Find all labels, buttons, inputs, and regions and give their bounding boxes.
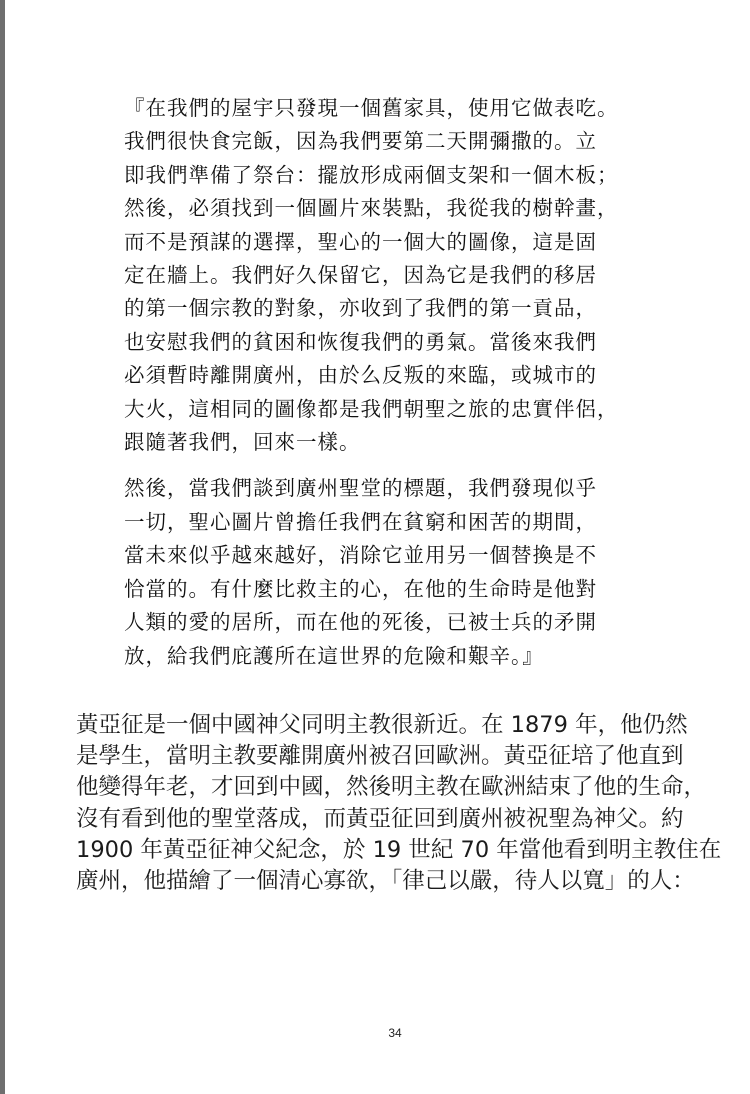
body-line: 1900 年黃亞征神父紀念，於 19 世紀 70 年當他看到明主教住在	[76, 836, 722, 863]
body-line: 沒有看到他的聖堂落成，而黃亞征回到廣州被祝聖為神父。約	[76, 805, 684, 832]
quote-line: 然後，當我們談到廣州聖堂的標題，我們發現似乎	[124, 476, 597, 501]
body-line: 他變得年老，才回到中國，然後明主教在歐洲結束了他的生命，	[76, 774, 707, 801]
quote-line: 我們很快食完飯，因為我們要第二天開彌撒的。立	[124, 129, 597, 154]
quote-line: 的第一個宗教的對象，亦收到了我們的第一貢品，	[124, 296, 597, 321]
body-line: 廣州，他描繪了一個清心寡欲，「律己以嚴，待人以寬」的人：	[76, 868, 695, 895]
quote-line: 必須暫時離開廣州，由於么反叛的來臨，或城市的	[124, 363, 597, 388]
quote-line: 放，給我們庇護所在這世界的危險和艱辛。』	[124, 643, 544, 668]
quote-line: 恰當的。有什麼比救主的心，在他的生命時是他對	[124, 576, 597, 601]
quote-line: 跟隨著我們，回來一樣。	[124, 430, 361, 455]
quote-line: 也安慰我們的貧困和恢復我們的勇氣。當後來我們	[124, 329, 597, 354]
quote-line: 當未來似乎越來越好，消除它並用另一個替換是不	[124, 543, 597, 568]
quote-line: 一切，聖心圖片曾擔任我們在貧窮和困苦的期間，	[124, 509, 597, 534]
body-paragraph	[76, 710, 746, 897]
quote-line: 而不是預謀的選擇，聖心的一個大的圖像，這是固	[124, 229, 597, 254]
paragraph-spacer	[124, 459, 684, 472]
page-number: 34	[388, 1026, 402, 1040]
body-line: 是學生，當明主教要離開廣州被召回歐洲。黃亞征培了他直到	[76, 743, 684, 770]
quote-paragraph-1	[124, 92, 684, 459]
block-quote	[124, 92, 684, 673]
quote-paragraph-2	[124, 472, 684, 672]
quote-line: 即我們準備了祭台：擺放形成兩個支架和一個木板；	[124, 162, 619, 187]
quote-line: 『在我們的屋宇只發現一個舊家具，使用它做表吃。	[124, 96, 619, 120]
quote-line: 大火，這相同的圖像都是我們朝聖之旅的忠實伴侶，	[124, 396, 619, 421]
quote-line: 定在牆上。我們好久保留它，因為它是我們的移居	[124, 263, 597, 288]
quote-line: 人類的愛的居所，而在他的死後，已被士兵的矛開	[124, 610, 597, 635]
body-line: 黃亞征是一個中國神父同明主教很新近。在 1879 年，他仍然	[76, 712, 688, 738]
page-left-border	[0, 0, 5, 1094]
quote-line: 然後，必須找到一個圖片來裝點，我從我的樹幹畫，	[124, 196, 619, 221]
